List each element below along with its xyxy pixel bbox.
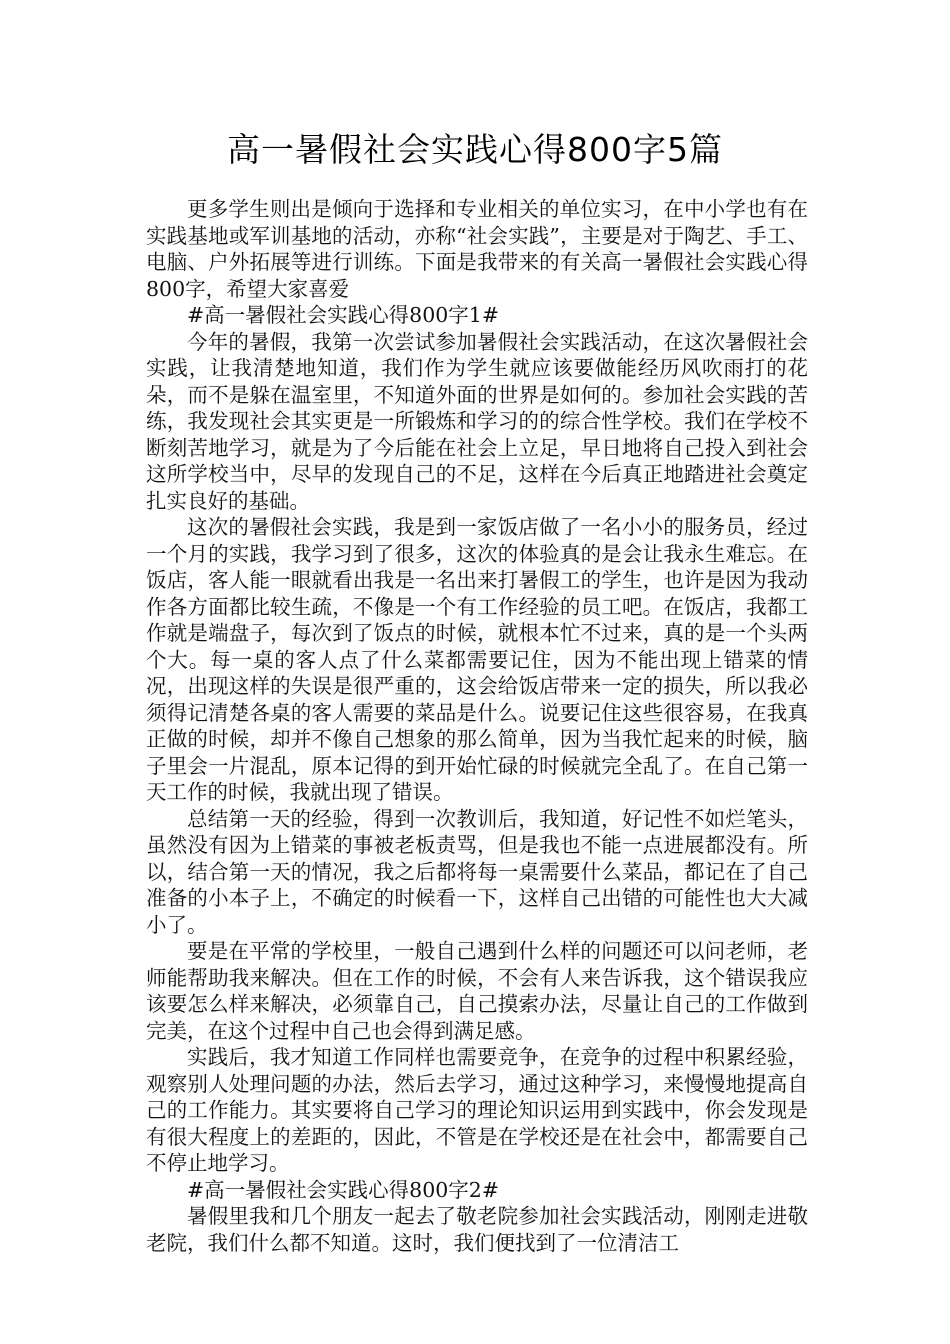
document-title: 高一暑假社会实践心得800字5篇 xyxy=(227,130,723,169)
body-paragraph: 总结第一天的经验，得到一次教训后，我知道，好记性不如烂笔头，虽然没有因为上错菜的事被老板责骂，但是我也不能一点进展都没有。所以，结合第一天的情况，我之后都将每一桌需要什么菜品，都记在了自己准备的小本子上，不确定的时候看一下，这样自己出错的可能性也大大减小了。 xyxy=(146,806,808,937)
section-heading-2: #高一暑假社会实践心得800字2# xyxy=(187,1177,500,1202)
section-heading-1: #高一暑假社会实践心得800字1# xyxy=(187,303,500,327)
body-paragraph: 要是在平常的学校里，一般自己遇到什么样的问题还可以问老师，老师能帮助我来解决。但在工作的时候，不会有人来告诉我，这个错误我应该要怎么样来解决，必须靠自己，自己摸索办法，尽量让自己的工作做到完美，在这个过程中自己也会得到满足感。 xyxy=(146,939,808,1043)
body-paragraph: 暑假里我和几个朋友一起去了敬老院参加社会实践活动，刚刚走进敬老院，我们什么都不知道。这时，我们便找到了一位清洁工 xyxy=(146,1204,808,1255)
intro-paragraph: 更多学生则出是倾向于选择和专业相关的单位实习，在中小学也有在实践基地或军训基地的活动，亦称“社会实践”，主要是对于陶艺、手工、电脑、户外拓展等进行训练。下面是我带来的有关高一暑假社会实践心得800字，希望大家喜爱 xyxy=(146,197,808,301)
body-paragraph: 今年的暑假，我第一次尝试参加暑假社会实践活动，在这次暑假社会实践，让我清楚地知道，我们作为学生就应该要做能经历风吹雨打的花朵，而不是躲在温室里，不知道外面的世界是如何的。参加社会实践的苦练，我发现社会其实更是一所锻炼和学习的的综合性学校。我们在学校不断刻苦地学习，就是为了今后能在社会上立足，早日地将自己投入到社会这所学校当中，尽早的发现自己的不足，这样在今后真正地踏进社会奠定扎实良好的基础。 xyxy=(146,329,808,513)
body-paragraph: 实践后，我才知道工作同样也需要竞争，在竞争的过程中积累经验，观察别人处理问题的办法，然后去学习，通过这种学习，来慢慢地提高自己的工作能力。其实要将自己学习的理论知识运用到实践中，你会发现是有很大程度上的差距的，因此，不管是在学校还是在社会中，都需要自己不停止地学习。 xyxy=(146,1045,808,1175)
body-paragraph: 这次的暑假社会实践，我是到一家饭店做了一名小小的服务员，经过一个月的实践，我学习到了很多，这次的体验真的是会让我永生难忘。在饭店，客人能一眼就看出我是一名出来打暑假工的学生，也许是因为我动作各方面都比较生疏，不像是一个有工作经验的员工吧。在饭店，我都工作就是端盘子，每次到了饭点的时候，就根本忙不过来，真的是一个头两个大。每一桌的客人点了什么菜都需要记住，因为不能出现上错菜的情况，出现这样的失误是很严重的，这会给饭店带来一定的损失，所以我必须得记清楚各桌的客人需要的菜品是什么。说要记住这些很容易，在我真正做的时候，却并不像自己想象的那么简单，因为当我忙起来的时候，脑子里会一片混乱，原本记得的到开始忙碌的时候就完全乱了。在自己第一天工作的时候，我就出现了错误。 xyxy=(146,515,808,804)
document-body xyxy=(146,196,808,1256)
